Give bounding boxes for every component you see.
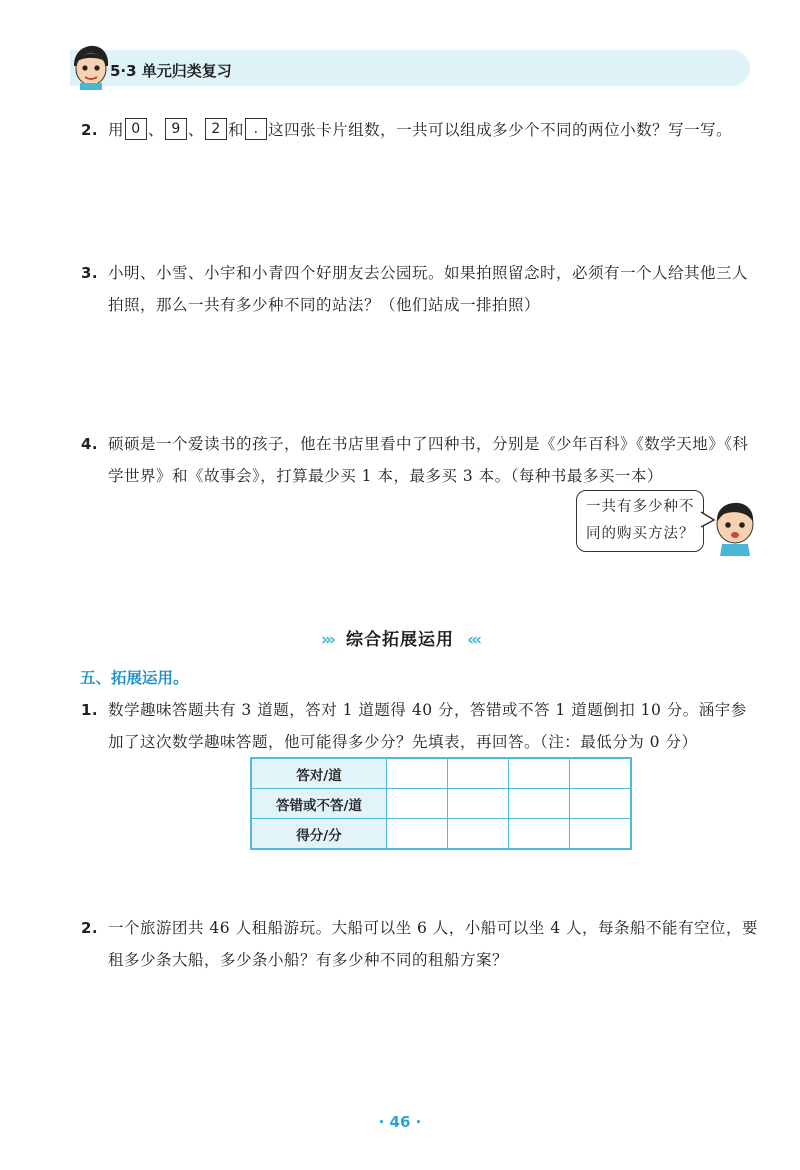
answer-cell[interactable]: [570, 758, 632, 789]
question-text: 一个旅游团共 46 人租船游玩。大船可以坐 6 人，小船可以坐 4 人，每条船不能有空位，要租多少条大船，多少条小船？有多少种不同的租船方案？: [108, 919, 759, 969]
page-number: · 46 ·: [378, 1113, 422, 1131]
problem-1: [81, 694, 758, 758]
row-header: 答错或不答/道: [251, 789, 387, 819]
question-number: 2.: [81, 121, 99, 139]
answer-cell[interactable]: [387, 819, 448, 850]
question-text: 用: [108, 121, 125, 139]
part-heading: 五、拓展运用。: [80, 669, 189, 687]
question-2: [81, 114, 758, 146]
question-text: 这四张卡片组数，一共可以组成多少个不同的两位小数？写一写。: [268, 121, 733, 139]
section-title: 综合拓展运用: [346, 630, 454, 650]
table-row: [251, 789, 631, 819]
answer-cell[interactable]: [509, 758, 570, 789]
section-heading: [0, 625, 800, 650]
table-row: [251, 819, 631, 850]
answer-cell[interactable]: [448, 789, 509, 819]
question-text: 小明、小雪、小宇和小青四个好朋友去公园玩。如果拍照留念时，必须有一个人给其他三人拍照，那么一共有多少种不同的站法？（他们站成一排拍照）: [108, 264, 749, 314]
section-arrows-right: ‹‹‹: [467, 630, 480, 650]
header-title: 5·3 单元归类复习: [110, 62, 232, 80]
question-number: 1.: [81, 701, 99, 719]
answer-cell[interactable]: [570, 789, 632, 819]
question-text: 数学趣味答题共有 3 道题，答对 1 道题得 40 分，答错或不答 1 道题倒扣 10 分。涵宇参加了这次数学趣味答题，他可能得多少分？先填表，再回答。（注：最低分为 0 分）: [108, 701, 747, 751]
section-arrows-left: ›››: [320, 630, 333, 650]
digit-card: 2: [205, 118, 227, 140]
problem-2: [81, 912, 759, 976]
question-number: 3.: [81, 264, 99, 282]
row-header: 答对/道: [251, 758, 387, 789]
conjunction: 和: [228, 121, 245, 139]
boy-mascot-icon: [70, 44, 112, 90]
table-row: [251, 758, 631, 789]
question-4: [81, 428, 758, 492]
question-text: 硕硕是一个爱读书的孩子，他在书店里看中了四种书，分别是《少年百科》《数学天地》《科学世界》和《故事会》，打算最少买 1 本，最多买 3 本。（每种书最多买一本）: [108, 435, 749, 485]
point-card: .: [245, 118, 267, 140]
answer-cell[interactable]: [448, 758, 509, 789]
digit-card: 9: [165, 118, 187, 140]
separator: 、: [188, 121, 205, 139]
row-header: 得分/分: [251, 819, 387, 850]
digit-card: 0: [125, 118, 147, 140]
answer-cell[interactable]: [509, 789, 570, 819]
answer-cell[interactable]: [448, 819, 509, 850]
answer-cell[interactable]: [387, 758, 448, 789]
speech-bubble: [576, 490, 704, 552]
separator: 、: [148, 121, 165, 139]
question-number: 2.: [81, 919, 99, 937]
answer-cell[interactable]: [509, 819, 570, 850]
score-table: [250, 757, 632, 850]
question-3: [81, 257, 758, 321]
boy-mascot-icon: [712, 500, 758, 556]
question-number: 4.: [81, 435, 99, 453]
answer-cell[interactable]: [570, 819, 632, 850]
answer-cell[interactable]: [387, 789, 448, 819]
speech-bubble-text: 一共有多少种不同的购买方法？: [586, 499, 695, 542]
